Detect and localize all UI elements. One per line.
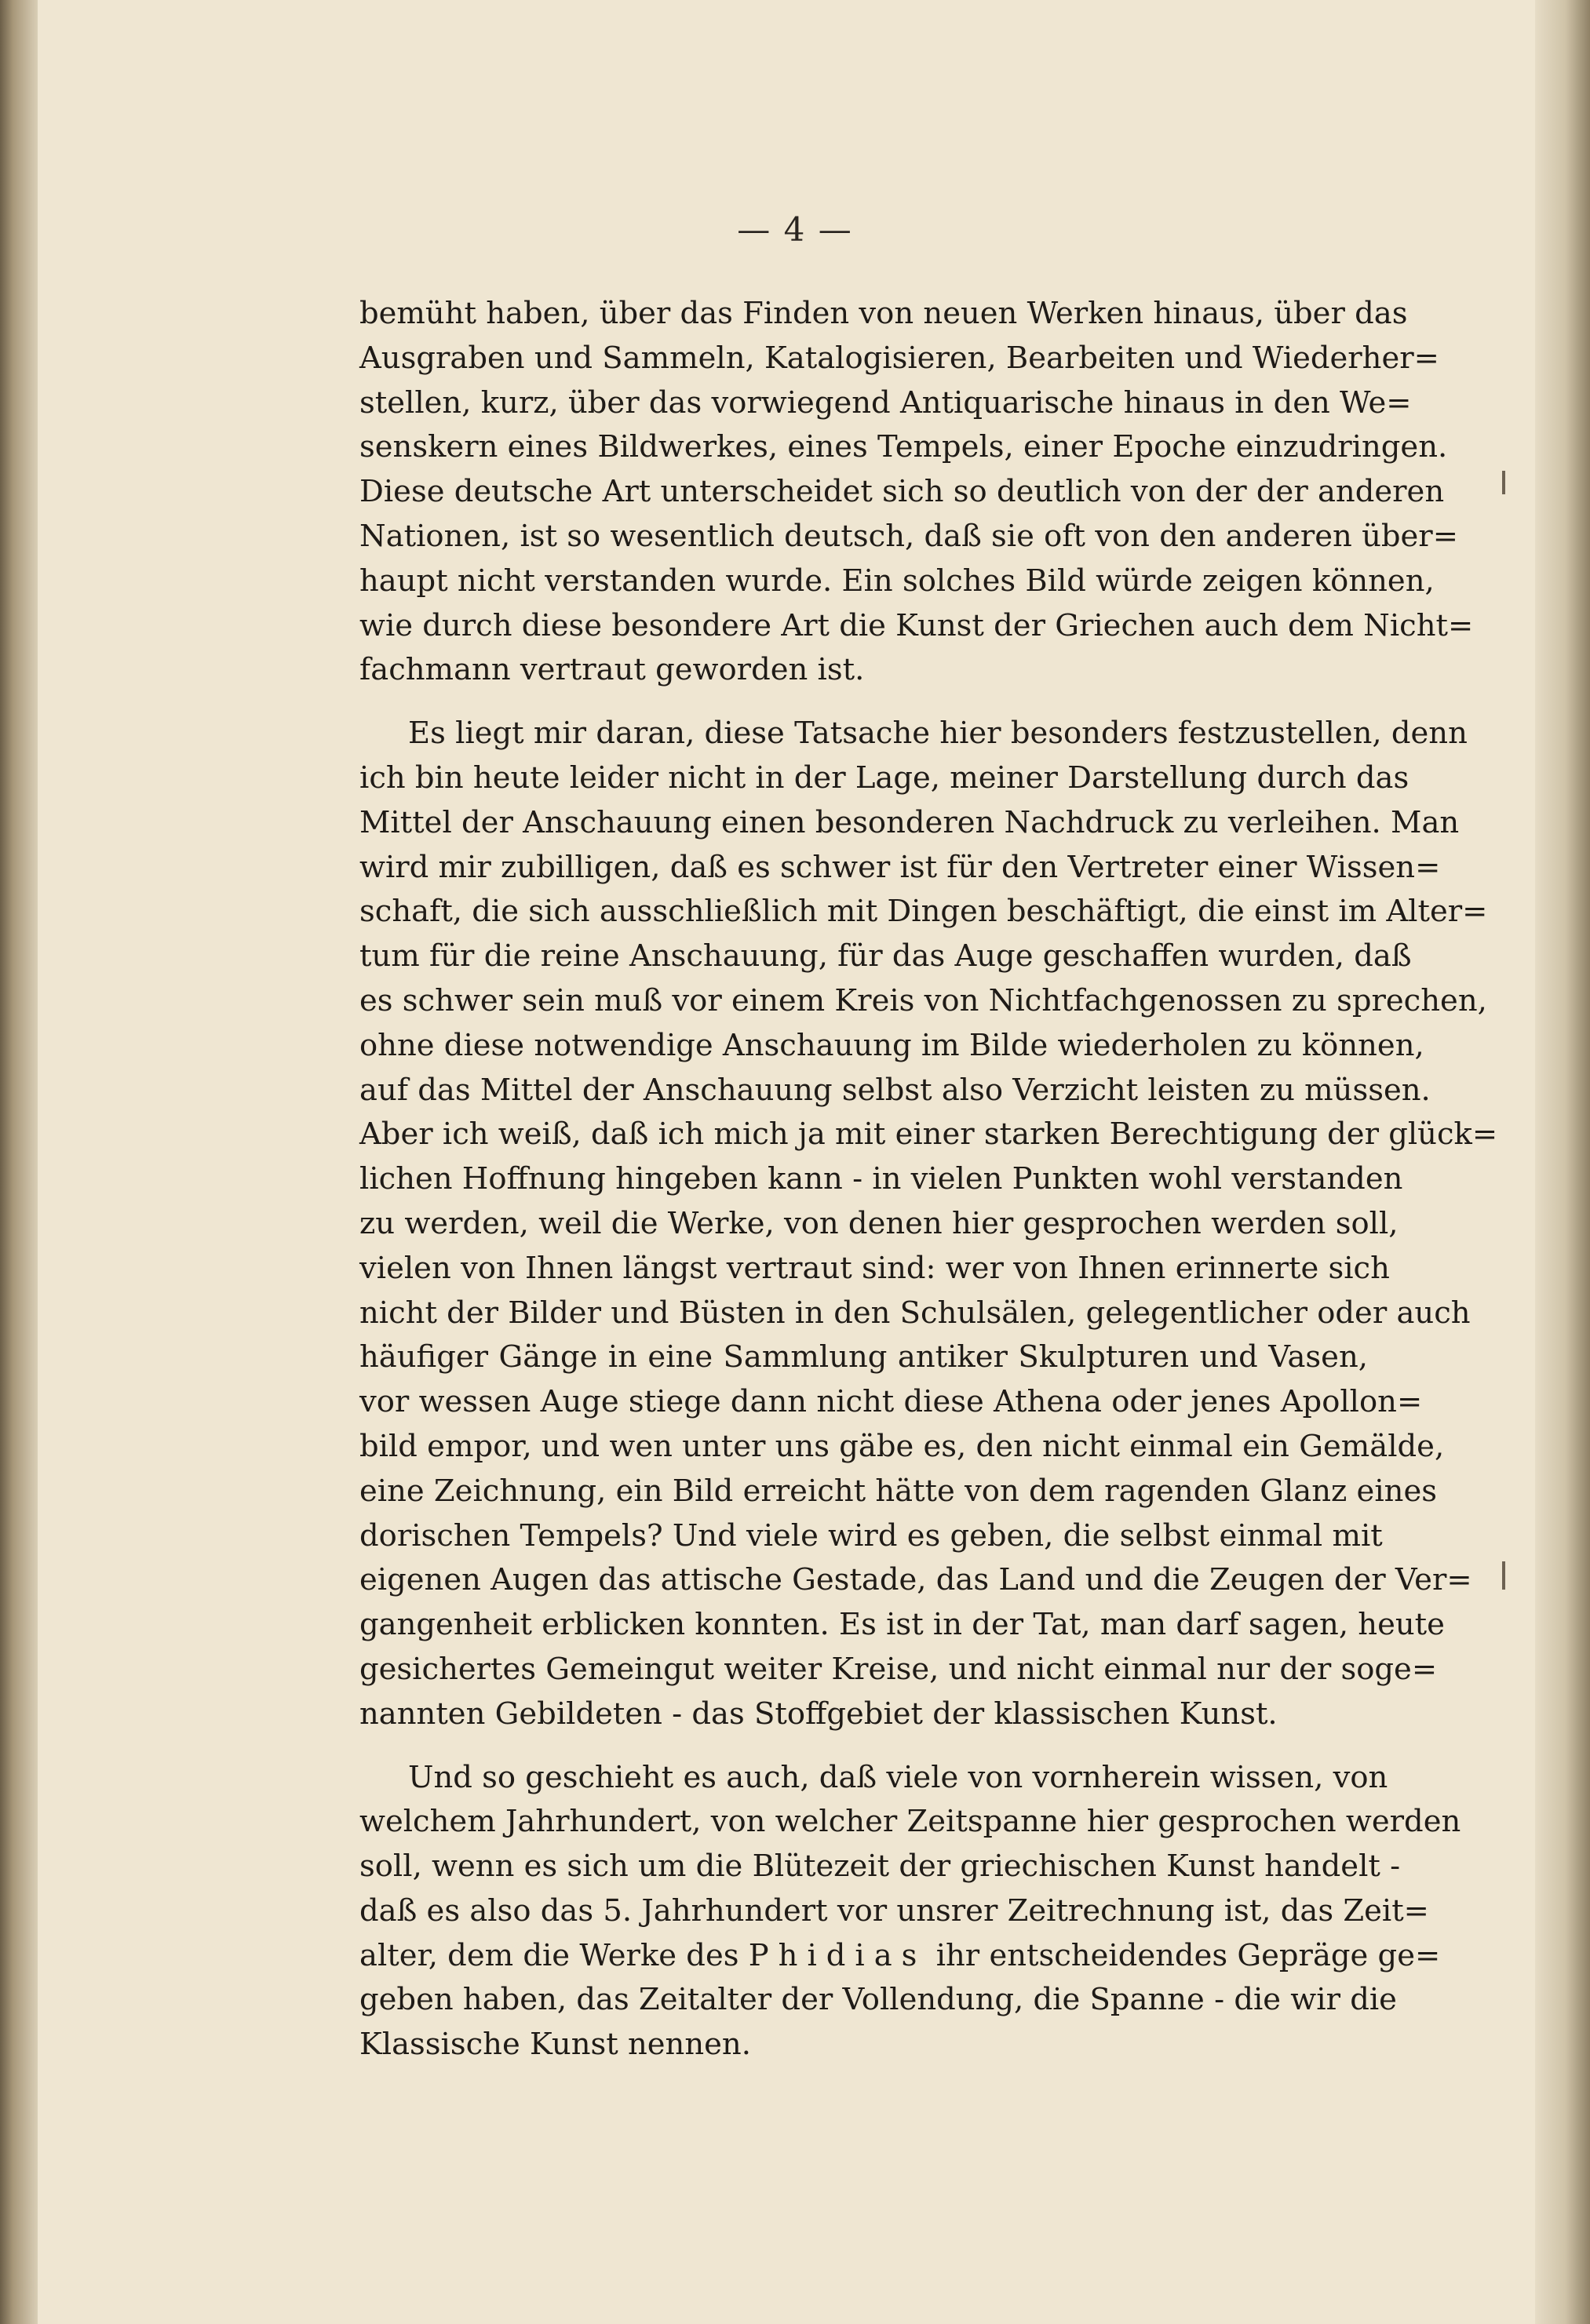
- text-line: Es liegt mir daran, diese Tatsache hier besonders festzustellen, denn: [408, 716, 1468, 752]
- text-line: tum für die reine Anschauung, für das Auge geschaffen wurden, daß: [359, 938, 1412, 974]
- margin-mark: [1502, 1561, 1505, 1590]
- text-line: geben haben, das Zeitalter der Vollendung, die Spanne - die wir die: [359, 1982, 1397, 2018]
- text-line: eigenen Augen das attische Gestade, das Land und die Zeugen der Ver=: [359, 1562, 1472, 1598]
- text-line: ich bin heute leider nicht in der Lage, meiner Darstellung durch das: [359, 759, 1409, 796]
- text-line: schaft, die sich ausschließlich mit Dingen beschäftigt, die einst im Alter=: [359, 894, 1488, 930]
- text-line: fachmann vertraut geworden ist.: [359, 652, 865, 688]
- text-line: ohne diese notwendige Anschauung im Bilde wiederholen zu können,: [359, 1027, 1424, 1063]
- text-line: eine Zeichnung, ein Bild erreicht hätte von dem ragenden Glanz eines: [359, 1473, 1437, 1509]
- text-line: daß es also das 5. Jahrhundert vor unsrer Zeitrechnung ist, das Zeit=: [359, 1892, 1429, 1929]
- text-line: welchem Jahrhundert, von welcher Zeitspanne hier gesprochen werden: [359, 1804, 1461, 1840]
- text-line: vor wessen Auge stiege dann nicht diese Athena oder jenes Apollon=: [359, 1384, 1423, 1420]
- text-line-with-name: [359, 1934, 1441, 1979]
- body-text: [359, 292, 1498, 2067]
- text-line: es schwer sein muß vor einem Kreis von Nichtfachgenossen zu sprechen,: [359, 982, 1487, 1018]
- text-line: nicht der Bilder und Büsten in den Schulsälen, gelegentlicher oder auch: [359, 1295, 1471, 1331]
- paragraph-1: [359, 292, 1474, 693]
- text-line: stellen, kurz, über das vorwiegend Antiquarische hinaus in den We=: [359, 384, 1412, 421]
- text-line: haupt nicht verstanden wurde. Ein solches Bild würde zeigen können,: [359, 563, 1435, 599]
- text-line: gesichertes Gemeingut weiter Kreise, und nicht einmal nur der soge=: [359, 1651, 1438, 1687]
- text-line: wie durch diese besondere Art die Kunst der Griechen auch dem Nicht=: [359, 607, 1474, 643]
- text-line: senskern eines Bildwerkes, eines Tempels, einer Epoche einzudringen.: [359, 429, 1448, 465]
- text-line: bemüht haben, über das Finden von neuen Werken hinaus, über das: [359, 296, 1408, 331]
- text-line: zu werden, weil die Werke, von denen hier gesprochen werden soll,: [359, 1205, 1399, 1241]
- text-line: wird mir zubilligen, daß es schwer ist für den Vertreter einer Wissen=: [359, 849, 1441, 885]
- text-line: nannten Gebildeten - das Stoffgebiet der klassischen Kunst.: [359, 1696, 1278, 1732]
- text-line: auf das Mittel der Anschauung selbst also Verzicht leisten zu müssen.: [359, 1072, 1431, 1108]
- text-line: häufiger Gänge in eine Sammlung antiker Skulpturen und Vasen,: [359, 1339, 1368, 1375]
- text-line: Diese deutsche Art unterscheidet sich so deutlich von der der anderen: [359, 474, 1445, 510]
- text-line: Mittel der Anschauung einen besonderen Nachdruck zu verleihen. Man: [359, 804, 1460, 840]
- spaced-name-phidias: Phidias: [748, 1937, 927, 1973]
- page-edge-right: [1535, 0, 1590, 2324]
- text-line: Klassische Kunst nennen.: [359, 2027, 751, 2063]
- text-line: vielen von Ihnen längst vertraut sind: wer von Ihnen erinnerte sich: [359, 1250, 1390, 1286]
- text-fragment: alter, dem die Werke des: [359, 1937, 739, 1973]
- page-number: — 4 —: [737, 210, 853, 249]
- text-line: Nationen, ist so wesentlich deutsch, daß sie oft von den anderen über=: [359, 518, 1458, 554]
- paragraph-3: [359, 1756, 1461, 2068]
- text-line: bild empor, und wen unter uns gäbe es, den nicht einmal ein Gemälde,: [359, 1428, 1445, 1464]
- text-line: lichen Hoffnung hingeben kann - in vielen Punkten wohl verstanden: [359, 1161, 1403, 1197]
- text-line: soll, wenn es sich um die Blütezeit der griechischen Kunst handelt -: [359, 1849, 1401, 1885]
- text-fragment: ihr entscheidendes Gepräge ge=: [935, 1937, 1441, 1973]
- text-line: gangenheit erblicken konnten. Es ist in der Tat, man darf sagen, heute: [359, 1607, 1445, 1643]
- text-line: Und so geschieht es auch, daß viele von vornherein wissen, von: [408, 1759, 1388, 1795]
- margin-mark: [1502, 471, 1505, 494]
- text-line: dorischen Tempels? Und viele wird es geben, die selbst einmal mit: [359, 1517, 1383, 1554]
- text-line: Ausgraben und Sammeln, Katalogisieren, Bearbeiten und Wiederher=: [359, 340, 1439, 376]
- binding-shadow-left: [0, 0, 38, 2324]
- text-line: Aber ich weiß, daß ich mich ja mit einer starken Berechtigung der glück=: [359, 1116, 1498, 1153]
- paragraph-2: [359, 712, 1498, 1736]
